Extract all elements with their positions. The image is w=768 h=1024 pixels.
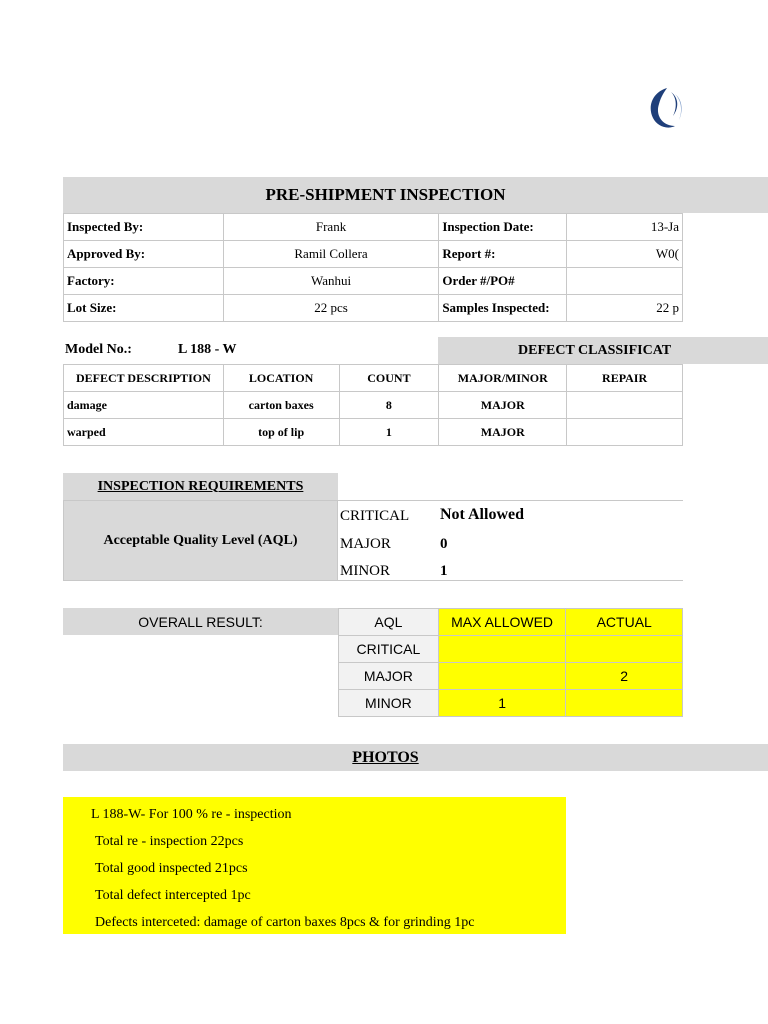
defect-count: 1 (339, 419, 439, 446)
table-row (339, 636, 683, 663)
lot-size-value: 22 pcs (223, 295, 439, 322)
result-level: MAJOR (339, 663, 439, 690)
result-actual: 2 (566, 663, 683, 690)
result-max-allowed (438, 636, 566, 663)
result-level: MINOR (339, 690, 439, 717)
overall-result-label: OVERALL RESULT: (63, 608, 338, 635)
lot-size-label: Lot Size: (64, 295, 224, 322)
table-row (64, 241, 683, 268)
minor-value: 1 (440, 563, 448, 579)
aql-label: Acceptable Quality Level (AQL) (63, 500, 338, 581)
result-actual (566, 690, 683, 717)
model-label: Model No.: (65, 342, 132, 357)
table-row (64, 214, 683, 241)
defect-location: top of lip (223, 419, 339, 446)
inspection-info-table (63, 213, 683, 322)
table-row (64, 392, 683, 419)
table-row (64, 268, 683, 295)
result-max-allowed (438, 663, 566, 690)
note-line: Total good inspected 21pcs (95, 861, 248, 876)
result-level: CRITICAL (339, 636, 439, 663)
inspection-date-value: 13-Ja (567, 214, 683, 241)
header-count: COUNT (339, 365, 439, 392)
table-header-row (64, 365, 683, 392)
defect-location: carton baxes (223, 392, 339, 419)
header-defect-description: DEFECT DESCRIPTION (64, 365, 224, 392)
defect-repair (567, 392, 683, 419)
report-label: Report #: (439, 241, 567, 268)
photos-heading: PHOTOS (63, 744, 768, 771)
note-line: Total re - inspection 22pcs (95, 834, 244, 849)
order-label: Order #/PO# (439, 268, 567, 295)
critical-value: Not Allowed (440, 506, 524, 523)
major-value: 0 (440, 536, 448, 552)
report-value: W0( (567, 241, 683, 268)
model-number (65, 342, 237, 358)
table-row (339, 690, 683, 717)
inspected-by-value: Frank (223, 214, 439, 241)
table-row (339, 663, 683, 690)
inspection-date-label: Inspection Date: (439, 214, 567, 241)
defect-classification-heading: DEFECT CLASSIFICAT (438, 337, 768, 364)
result-table (338, 608, 683, 717)
major-label: MAJOR (340, 536, 391, 552)
order-value (567, 268, 683, 295)
result-actual (566, 636, 683, 663)
defect-count: 8 (339, 392, 439, 419)
samples-value: 22 p (567, 295, 683, 322)
header-location: LOCATION (223, 365, 339, 392)
header-repair: REPAIR (567, 365, 683, 392)
defect-severity: MAJOR (439, 419, 567, 446)
header-max-allowed: MAX ALLOWED (438, 609, 566, 636)
company-logo-icon (645, 86, 685, 130)
table-row (64, 295, 683, 322)
approved-by-value: Ramil Collera (223, 241, 439, 268)
defect-severity: MAJOR (439, 392, 567, 419)
note-line: Defects interceted: damage of carton baxes 8pcs & for grinding 1pc (95, 915, 475, 930)
inspection-requirements-heading: INSPECTION REQUIREMENTS (63, 473, 338, 500)
factory-value: Wanhui (223, 268, 439, 295)
approved-by-label: Approved By: (64, 241, 224, 268)
defect-table (63, 364, 683, 446)
table-header-row (339, 609, 683, 636)
header-actual: ACTUAL (566, 609, 683, 636)
critical-label: CRITICAL (340, 508, 410, 524)
factory-label: Factory: (64, 268, 224, 295)
table-row (64, 419, 683, 446)
note-line: L 188-W- For 100 % re - inspection (91, 807, 292, 822)
model-value: L 188 - W (178, 342, 237, 357)
defect-description: warped (64, 419, 224, 446)
note-line: Total defect intercepted 1pc (95, 888, 251, 903)
header-aql: AQL (339, 609, 439, 636)
samples-label: Samples Inspected: (439, 295, 567, 322)
inspected-by-label: Inspected By: (64, 214, 224, 241)
defect-description: damage (64, 392, 224, 419)
aql-requirements (338, 500, 683, 581)
page-title: PRE-SHIPMENT INSPECTION (63, 177, 768, 213)
defect-repair (567, 419, 683, 446)
header-major-minor: MAJOR/MINOR (439, 365, 567, 392)
inspection-notes (63, 797, 566, 934)
result-max-allowed: 1 (438, 690, 566, 717)
minor-label: MINOR (340, 563, 391, 579)
